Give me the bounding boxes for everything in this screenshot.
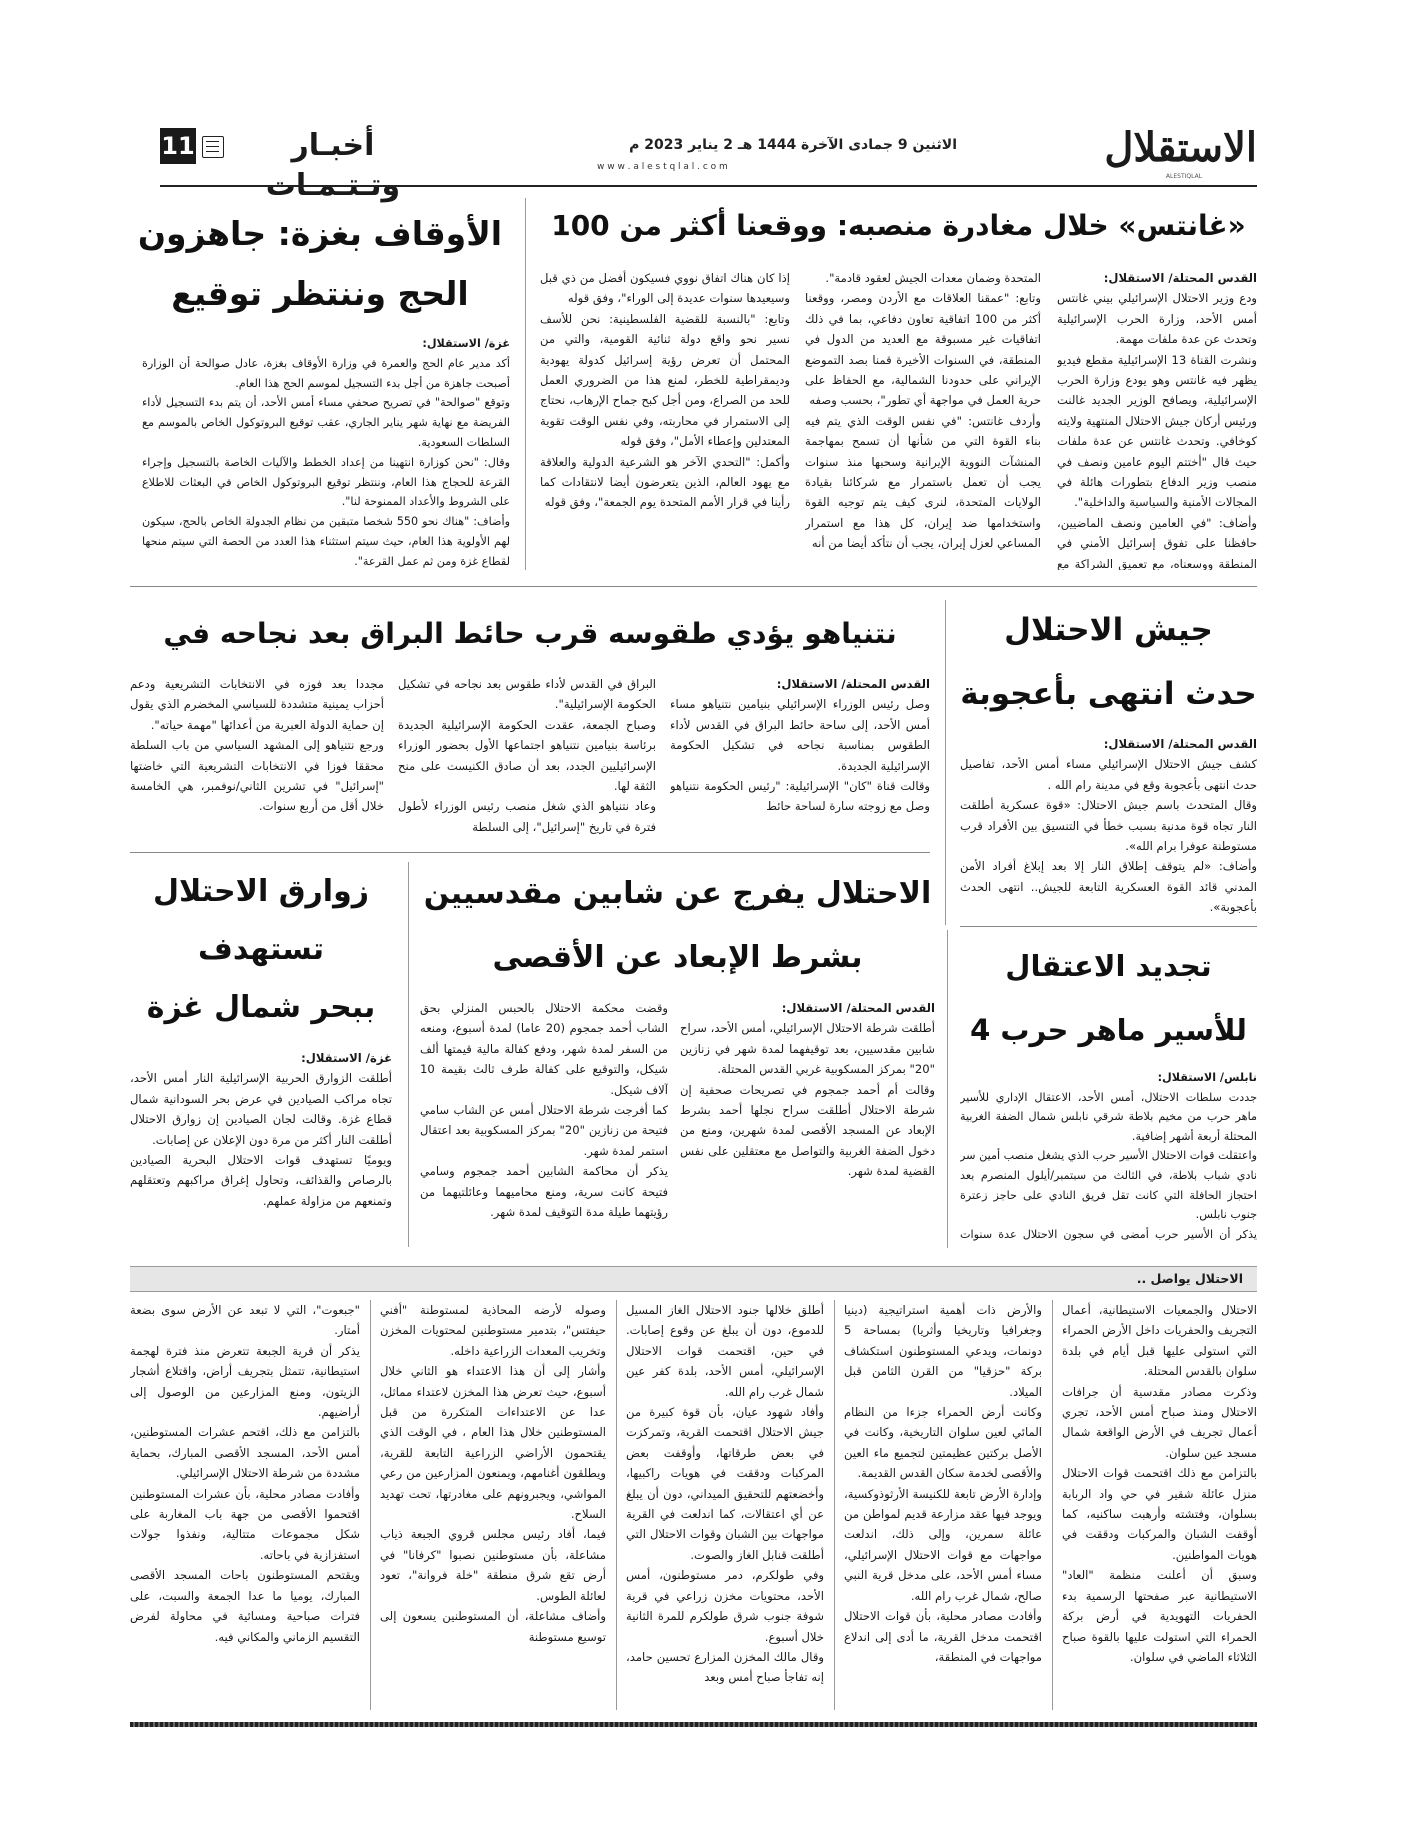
article-column: "جبعوت"، التي لا تبعد عن الأرض سوى بضعة أمتار. يذكر أن قرية الجبعة تتعرض منذ فترة لهجمة استيطانية، تتمثل بتجريف أراض، واقتلاع أشجار الزيتون، ومنع المزارعين من الوصول إلى أراضيهم. بالتزامن مع ذلك، اقتحم عشرات المستوطنين، أمس الأحد، المسجد الأقصى المبارك، بحماية مشددة من شرطة الاحتلال الإسرائيلي. وأفادت مصادر محلية، بأن عشرات المستوطنين اقتحموا الأقصى من جهة باب المغاربة على شكل مجموعات متتالية، ونفذوا جولات استفزازية في باحاته. ويقتحم المستوطنون باحات المسجد الأقصى المبارك، يوميا ما عدا الجمعة والسبت، على فترات صباحية ومسائية في محاولة لفرض التقسيم الزماني والمكاني فيه.	[130, 1303, 360, 1644]
article-column: مجددا بعد فوزه في الانتخابات التشريعية ودعم أحزاب يمينية متشددة للسياسي المخضرم الذي يقول إن حماية الدولة العبرية من أعدائها "مهمة حياته". ورجع نتنياهو إلى المشهد السياسي من باب السلطة محققا فوزا في الانتخابات التشريعية التي خاضتها "إسرائيل" في تشرين الثاني/نوفمبر، هي الخامسة خلال أقل من أربع سنوات.	[130, 677, 384, 814]
newspaper-logo: الاستقلال	[1104, 124, 1257, 171]
section-divider	[130, 852, 930, 853]
bottom-rule	[130, 1722, 1257, 1727]
article-column: أطلق خلالها جنود الاحتلال الغاز المسيل للدموع، دون أن يبلغ عن وقوع إصابات. في حين، اقتحمت قوات الاحتلال الإسرائيلي، أمس الأحد، بلدة كفر عين شمال غرب رام الله. وأفاد شهود عيان، بأن قوة كبيرة من جيش الاحتلال اقتحمت القرية، وتمركزت في بعض طرقاتها، وأوقفت بعض المركبات ودققت في هويات راكبيها، وأخضعتهم للتحقيق الميداني، دون أن يبلغ عن أي اعتقالات، كما اندلعت في القرية مواجهات بين الشبان وقوات الاحتلال التي أطلقت قنابل الغاز والصوت. وفي طولكرم، دمر مستوطنون، أمس الأحد، محتويات مخزن زراعي في قرية شوفة جنوب شرق طولكرم للمرة الثانية خلال أسبوع. وقال مالك المخزن المزارع تحسين حامد، إنه تفاجأ صباح أمس وبعد	[626, 1303, 824, 1685]
article-column: إذا كان هناك اتفاق نووي فسيكون أفضل من ذي قبل وسيعيدها سنوات عديدة إلى الوراء"، وفق قوله وتابع: "بالنسبة للقضية الفلسطينية: نحن للأسف نسير نحو واقع دولة ثنائية القومية، والتي من المحتمل أن تعرض رؤية إسرائيل كدولة يهودية وديمقراطية للخطر، لمنع هذا من الضروري العمل للحد من الصراع، ومن أجل كبح جماح الإرهاب، نحتاج إلى الاستمرار في محاربته، وفي نفس الوقت تقوية المعتدلين وإعطاء الأمل"، وفق قوله وأكمل: "التحدي الآخر هو الشرعية الدولية والعلاقة مع يهود العالم، الذين يتعرضون أيضا لانتقادات كما رأينا في قرار الأمم المتحدة يوم الجمعة"، وفق قوله	[540, 271, 790, 510]
column-divider	[525, 198, 526, 570]
article-headline: للأسير ماهر حرب 4	[970, 1013, 1247, 1047]
website-url: w w w . a l e s t q l a l . c o m	[597, 162, 728, 172]
article-headline: نتنياهو يؤدي طقوسه قرب حائط البراق بعد نجاحه في	[163, 617, 897, 650]
issue-date: الاثنين 9 جمادى الآخرة 1444 هـ 2 يناير 2023 م	[629, 137, 957, 153]
section-title: أخبـار وتـتـمـات	[265, 128, 401, 203]
article-column: البراق في القدس لأداء طقوس بعد نجاحه في تشكيل الحكومة الإسرائيلية". وصباح الجمعة، عقدت الحكومة الإسرائيلية الجديدة برئاسة بنيامين نتنياهو اجتماعها الأول بحضور الوزراء الإسرائيليين الجدد، بعد أن صادق الكنيست على منح الثقة لها. وعاد نتنياهو الذي شغل منصب رئيس الوزراء لأطول فترة في تاريخ "إسرائيل"، إلى السلطة	[398, 677, 656, 834]
newspaper-icon	[202, 136, 224, 158]
article-headline: تجديد الاعتقال	[1005, 949, 1212, 983]
article-column: القدس المحتلة/ الاستقلال: ودع وزير الاحتلال الإسرائيلي بيني غانتس أمس الأحد، وزارة الحرب الإسرائيلية وتحدث عن عدة ملفات مهمة. ونشرت القناة 13 الإسرائيلية مقطع فيديو يظهر فيه غانتس وهو يودع وزارة الحرب الإسرائيلية، ويصافح الوزير الجديد غالنت ورئيس أركان جيش الاحتلال المنتهية ولايته كوخافي. وتحدث غانتس عن عدة ملفات حيث قال "أختتم اليوم عامين ونصف في منصب وزير الدفاع بتطورات هائلة في المجالات الأمنية والسياسية والداخلية". وأضاف: "في العامين ونصف الماضيين، حافظنا على تفوق إسرائيل الأمني في المنطقة ووسعناه، مع تعميق الشراكة مع	[1057, 271, 1257, 570]
article-body: غزة/ الاستقلال: أطلقت الزوارق الحربية الإسرائيلية النار أمس الأحد، تجاه مراكب الصيادين في عرض بحر السودانية شمال قطاع غزة. وقالت لجان الصيادين إن زوارق الاحتلال أطلقت النار أكثر من مرة دون الإعلان عن إصابات. ويوميًا تستهدف قوات الاحتلال البحرية الصيادين بالرصاص والقذائف، وتحاول إغراق مراكبهم وتعتقلهم وتمنعهم من مزاولة عملهم.	[130, 1051, 392, 1208]
article-column: الاحتلال والجمعيات الاستيطانية، أعمال التجريف والحفريات داخل الأرض الحمراء التي استولى عليها قبل أيام في بلدة سلوان بالقدس المحتلة. وذكرت مصادر مقدسية أن جرافات الاحتلال ومنذ صباح أمس الأحد، تجري أعمال تجريف في الأرض الواقعة شمال مسجد عين سلوان. بالتزامن مع ذلك اقتحمت قوات الاحتلال منزل عائلة شقير في حي واد الربابة بسلوان، وفتشته وأرهبت ساكنيه، كما أوقفت الشبان والمركبات ودققت في هويات المواطنين. وسبق أن أعلنت منظمة "العاد" الاستيطانية عبر صفحتها الرسمية بدء الحفريات التهويدية في أرض بركة الحمراء التي استولت عليها بالقوة صباح الثلاثاء الماضي في سلوان.	[1062, 1303, 1257, 1664]
article-headline: ببحر شمال غزة	[146, 990, 376, 1025]
article-body: القدس المحتلة/ الاستقلال: كشف جيش الاحتلال الإسرائيلي مساء أمس الأحد، تفاصيل حدث انتهى بأعجوبة وقع في مدينة رام الله . وقال المتحدث باسم جيش الاحتلال: «قوة عسكرية أطلقت النار تجاه قوة مدنية بسبب خطأ في التنسيق بين الأفراد قرب مستوطنة عوفرا برام الله». وأضاف: «لم يتوقف إطلاق النار إلا بعد إبلاغ أفراد الأمن المدني قائد القوة العسكرية التابعة للجيش.. انتهى الحدث بأعجوبة».	[960, 737, 1257, 915]
article-headline: الاحتلال يفرج عن شابين مقدسيين	[423, 876, 932, 911]
article-headline: بشرط الإبعاد عن الأقصى	[492, 940, 863, 975]
section-divider	[960, 926, 1257, 927]
article-headline: «غانتس» خلال مغادرة منصبه: ووقعنا أكثر من 100	[551, 209, 1246, 242]
column-divider	[408, 862, 409, 1247]
column-divider	[947, 930, 948, 1248]
column-divider	[945, 600, 946, 925]
article-headline: حدث انتهى بأعجوبة	[960, 676, 1257, 712]
article-column: القدس المحتلة/ الاستقلال: أطلقت شرطة الاحتلال الإسرائيلي، أمس الأحد، سراح شابين مقدسيين، بعد توقيفهما لمدة شهر في زنازين "20" بمركز المسكوبية غربي القدس المحتلة. وقالت أم أحمد جمجوم في تصريحات صحفية إن شرطة الاحتلال أطلقت سراح نجلها أحمد بشرط الإبعاد عن المسجد الأقصى لمدة شهرين، ومنع من دخول الضفة الغربية والتواصل مع معتقلين على نفس القضية لمدة شهر.	[680, 1001, 935, 1179]
column-divider	[834, 1300, 835, 1710]
article-headline: الأوقاف بغزة: جاهزون	[137, 214, 503, 253]
page-number: 11	[160, 128, 196, 164]
article-body: غزة/ الاستقلال: أكد مدير عام الحج والعمرة في وزارة الأوقاف بغزة، عادل صوالحة أن الوزارة أصبحت جاهزة من أجل بدء التسجيل لموسم الحج هذا العام. وتوقع "صوالحة" في تصريح صحفي مساء أمس الأحد، أن يتم بدء التسجيل لأداء الفريضة مع نهاية شهر يناير الجاري، عقب توقيع البروتوكول الخاص بالموسم مع السلطات السعودية. وقال: "نحن كوزارة انتهينا من إعداد الخطط والآليات الخاصة بالتسجيل وإجراء القرعة للحجاج هذا العام، وننتظر توقيع البروتوكول الخاص في البعثات للاطلاع على الشروط والأعداد الممنوحة لنا". وأضاف: "هناك نحو 550 شخصا متبقين من نظام الجدولة الخاص بالحج، سيكون لهم الأولوية هذا العام، حيث سيتم استثناء هذا العدد من الحصة التي سيتم منحها لقطاع غزة ومن ثم عمل القرعة".	[142, 337, 510, 568]
article-column: وصوله لأرضه المحاذية لمستوطنة "أفني حيفتس"، بتدمير مستوطنين لمحتويات المخزن وتخريب المعدات الزراعية داخله. وأشار إلى أن هذا الاعتداء هو الثاني خلال أسبوع، حيث تعرض هذا المخزن لاعتداء مماثل، عدا عن الاعتداءات المتكررة من قبل المستوطنين خلال هذا العام ، في الوقت الذي يقتحمون الأراضي الزراعية التابعة للقرية، ويطلقون أغنامهم، ويمنعون المزارعين من رعي المواشي، ويجبرونهم على مغادرتها، تحت تهديد السلاح. فيما، أفاد رئيس مجلس قروي الجبعة ذياب مشاعلة، بأن مستوطنين نصبوا "كرفانا" في أرض تقع شرق منطقة "خلة فروانة"، تعود لعائلة الطوس. وأضاف مشاعلة، أن المستوطنين يسعون إلى توسيع مستوطنة	[380, 1303, 606, 1644]
masthead-divider	[160, 185, 1257, 187]
article-column: وقضت محكمة الاحتلال بالحبس المنزلي بحق الشاب أحمد جمجوم (20 عاما) لمدة أسبوع، ومنعه من السفر لمدة شهر، ودفع كفالة مالية قيمتها ألف شيكل، والتوقيع على كفالة طرف ثالث بقيمة 10 آلاف شيكل. كما أفرجت شرطة الاحتلال أمس عن الشاب سامي فتيحة من زنازين "20" بمركز المسكوبية بعد اعتقال استمر لمدة شهر. يذكر أن محاكمة الشابين أحمد جمجوم وسامي فتيحة كانت سرية، ومنع محاميهما وعائلتيهما من رؤيتهما طيلة مدة التوقيف لمدة شهر.	[420, 1001, 668, 1220]
article-headline: الحج وننتظر توقيع	[171, 274, 469, 313]
article-column: والأرض ذات أهمية استراتيجية (دينيا وجغرافيا وتاريخيا وأثريا) بمساحة 5 دونمات، ويدعي المستوطنون استكشاف بركة "حزقيا" من القرن الثامن قبل الميلاد. وكانت أرض الحمراء جزءا من النظام المائي لعين سلوان التاريخية، وكانت في الأصل بركتين عظيمتين لتجميع ماء العين والأقصى لخدمة سكان القدس القديمة. وإدارة الأرض تابعة للكنيسة الأرثوذوكسية، ويوجد فيها عقد مزارعة قديم لمواطن من عائلة سمرين، وإلى ذلك، اندلعت مواجهات مع قوات الاحتلال الإسرائيلي، مساء أمس الأحد، على مدخل قرية النبي صالح، شمال غرب رام الله. وأفادت مصادر محلية، بأن قوات الاحتلال اقتحمت مدخل القرية، ما أدى إلى اندلاع مواجهات في المنطقة،	[844, 1303, 1042, 1664]
column-divider	[1052, 1300, 1053, 1710]
article-headline: جيش الاحتلال	[1004, 612, 1213, 648]
article-column: القدس المحتلة/ الاستقلال: وصل رئيس الوزراء الإسرائيلي بنيامين نتنياهو مساء أمس الأحد، إلى ساحة حائط البراق في القدس لأداء الطقوس بمناسبة نجاحه في تشكيل الحكومة الإسرائيلية الجديدة. وقالت قناة "كان" الإسرائيلية: "رئيس الحكومة نتنياهو وصل مع زوجته سارة لساحة حائط	[670, 677, 930, 814]
continuation-bar	[130, 1266, 1257, 1292]
logo-subtitle: ALESTIQLAL	[1165, 173, 1203, 180]
masthead	[160, 124, 1257, 203]
article-column: المتحدة وضمان معدات الجيش لعقود قادمة". وتابع: "عمقنا العلاقات مع الأردن ومصر، ووقعنا أكثر من 100 اتفاقية تعاون دفاعي، بما في ذلك اتفاقيات غير مسبوقة مع العديد من الدول في المنطقة، في السنوات الأخيرة قمنا بصد التموضع الإيراني على حدودنا الشمالية، مع الحفاظ على حرية العمل في مواجهة أي تطور"، بحسب وصفه وأردف غانتس: "في نفس الوقت الذي يتم فيه بناء القوة التي من شأنها أن تسمح بمهاجمة المنشآت النووية الإيرانية وسحبها منذ سنوات يجب أن تعمل باستمرار مع شركائنا بقيادة الولايات المتحدة، لنرى كيف يتم توجيه القوة واستخدامها ضد إيران، كل هذا مع استمرار المساعي لعزل إيران، يجب أن نتأكد أيضا من أنه	[805, 271, 1041, 551]
column-divider	[370, 1300, 371, 1710]
article-headline: تستهدف	[197, 932, 325, 967]
column-divider	[616, 1300, 617, 1710]
article-body: نابلس/ الاستقلال: جددت سلطات الاحتلال، أمس الأحد، الاعتقال الإداري للأسير ماهر حرب من مخيم بلاطة شرقي نابلس شمال الضفة الغربية المحتلة أربعة أشهر إضافية. واعتقلت قوات الاحتلال الأسير حرب الذي يشغل منصب أمين سر نادي شباب بلاطة، في الثالث من سبتمبر/أيلول المنصرم بعد احتجاز الحافلة التي كانت تقل فريق النادي على حاجز زعترة جنوب نابلس. يذكر أن الأسير حرب أمضى في سجون الاحتلال عدة سنوات	[960, 1071, 1257, 1241]
section-divider	[130, 586, 1257, 587]
article-headline: زوارق الاحتلال	[152, 874, 370, 909]
continuation-label: الاحتلال يواصل ..	[1136, 1271, 1243, 1286]
